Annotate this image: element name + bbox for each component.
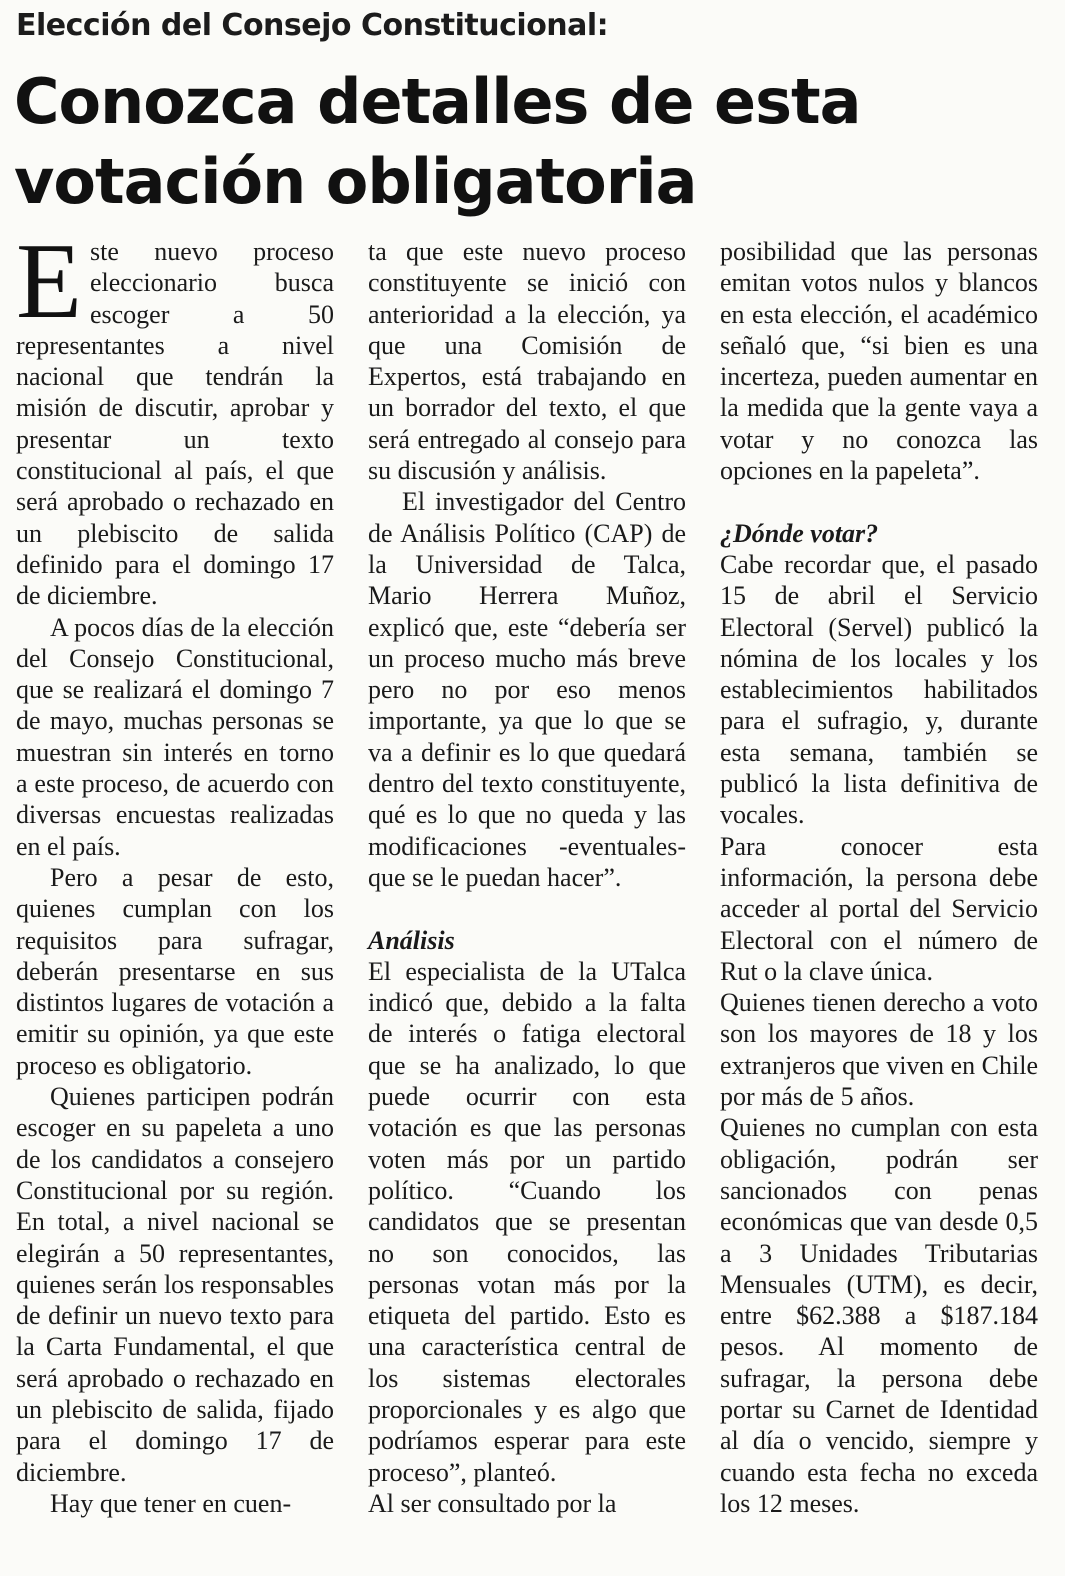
article-kicker: Elección del Consejo Constitucional: <box>16 8 609 43</box>
paragraph: ta que este nuevo proceso constituyente se inició con anterioridad a la elección, ya que una Comisión de Expertos, está trabajando en un borrador del texto, el que será entregado al consejo para su discusión y análisis. <box>368 237 686 486</box>
article-headline: Conozca detalles de esta votación obligatoria <box>14 65 861 218</box>
paragraph: A pocos días de la elección del Consejo Constitucional, que se realizará el domingo 7 de mayo, muchas personas se muestran sin interés en torno a este proceso, de acuerdo con diversas encuestas realizadas en el país. <box>16 612 334 861</box>
paragraph: Al ser consultado por la <box>368 1488 617 1518</box>
paragraph: posibilidad que las personas emitan votos nulos y blancos en esta elección, el académico señaló que, “si bien es una incerteza, pueden aumentar en la medida que la gente vaya a votar y no conozca las opciones en la papeleta”. <box>720 237 1038 486</box>
section-subhead: Análisis <box>368 925 455 955</box>
article-body <box>16 236 1046 1566</box>
paragraph: Quienes no cumplan con esta obligación, podrán ser sancionados con penas económicas que van desde 0,5 a 3 Unidades Tributarias Mensuales (UTM), es decir, entre $62.388 a $187.184 pesos. Al momento de sufragar, la persona debe portar su Carnet de Identidad al día o vencido, siempre y cuando esta fecha no exceda los 12 meses. <box>720 1113 1038 1518</box>
paragraph <box>16 236 334 612</box>
paragraph-text: ste nuevo proceso eleccionario busca escoger a 50 representantes a nivel nacional que tendrán la misión de discutir, aprobar y presentar un texto constitucional al país, el que será aprobado o rechazado en un plebiscito de salida definido para el domingo 17 de diciembre. <box>16 237 334 611</box>
paragraph: El especialista de la UTalca indicó que, debido a la falta de interés o fatiga electoral que se ha analizado, lo que puede ocurrir con esta votación es que las personas voten más por un partido político. “Cuando los candidatos que se presentan no son conocidos, las personas votan más por la etiqueta del partido. Esto es una característica central de los sistemas electorales proporcionales y es algo que podríamos esperar para este proceso”, planteó. <box>368 956 686 1487</box>
column-2 <box>368 236 686 1519</box>
spacer <box>368 893 686 924</box>
column-1 <box>16 236 334 1519</box>
paragraph: Hay que tener en cuen- <box>50 1488 292 1518</box>
drop-cap: E <box>16 236 82 341</box>
paragraph: Quienes participen podrán escoger en su papeleta a uno de los candidatos a consejero Constitucional por su región. En total, a nivel nacional se elegirán a 50 representantes, quienes serán los responsables de definir un nuevo texto para la Carta Fundamental, el que será aprobado o rechazado en un plebiscito de salida, fijado para el domingo 17 de diciembre. <box>16 1082 334 1487</box>
paragraph: Cabe recordar que, el pasado 15 de abril el Servicio Electoral (Servel) publicó la nómina de los locales y los establecimientos habilitados para el sufragio, y, durante esta semana, también se publicó la lista definitiva de vocales. <box>720 549 1038 830</box>
column-3 <box>720 236 1038 1519</box>
spacer <box>720 486 1038 517</box>
section-subhead: ¿Dónde votar? <box>720 518 879 548</box>
paragraph: Quienes tienen derecho a voto son los mayores de 18 y los extranjeros que viven en Chile por más de 5 años. <box>720 988 1038 1112</box>
paragraph: El investigador del Centro de Análisis Político (CAP) de la Universidad de Talca, Mario Herrera Muñoz, explicó que, este “debería ser un proceso mucho más breve pero no por eso menos importante, ya que lo que se va a definir es lo que quedará dentro del texto constituyente, qué es lo que no queda y las modificaciones -eventuales- que se le puedan hacer”. <box>368 487 686 892</box>
paragraph: Pero a pesar de esto, quienes cumplan con los requisitos para sufragar, deberán presentarse en sus distintos lugares de votación a emitir su opinión, ya que este proceso es obligatorio. <box>16 862 334 1080</box>
paragraph: Para conocer esta información, la persona debe acceder al portal del Servicio Electoral con el número de Rut o la clave única. <box>720 831 1038 986</box>
